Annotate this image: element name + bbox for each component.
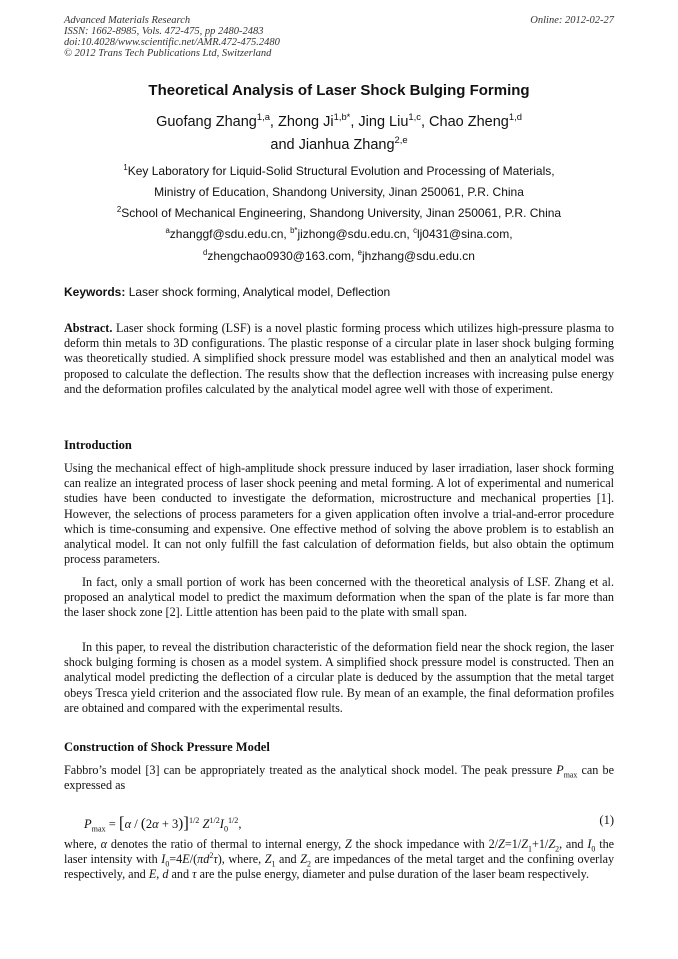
email-sup: c [413,226,417,235]
author-name: Zhong Ji [277,114,334,130]
author-sup: 2,e [394,134,408,146]
v: Z [548,837,556,851]
var: P [556,763,564,777]
v: Z [345,837,352,851]
text: can be expressed as [64,763,615,793]
v: Z [521,837,528,851]
v: α [100,837,108,851]
v: τ [213,852,218,867]
emails-line-1 [0,227,678,241]
abstract [64,321,614,397]
affiliation-1b: Ministry of Education, Shandong University, Jinan 250061, P.R. China [154,185,524,199]
v: πd [197,852,210,867]
abstract-label: Abstract. [64,321,113,335]
t: the shock impedance with 2/ [355,837,499,851]
affiliation-2 [0,206,678,220]
online-date: Online: 2012-02-27 [530,15,614,26]
journal-name: Advanced Materials Research [64,15,191,26]
email: jizhong@sdu.edu.cn, [297,227,410,241]
t: the laser intensity with [64,837,615,867]
eq-sub: 0 [223,824,228,834]
emails-line-2 [0,249,678,263]
t: +1/ [531,837,549,851]
eq-slash: / [131,817,141,831]
affil-sup: 2 [116,205,122,214]
affil-sup: 1 [123,163,128,172]
section2-paragraph-1 [64,763,614,793]
s: 0 [591,844,596,854]
and-text: and [270,137,295,153]
paper-title: Theoretical Analysis of Laser Shock Bulging Forming [148,82,530,99]
intro-paragraph-2: In fact, only a small portion of work has been concerned with the theoretical analysis of LSF. Zhang et al. proposed an analytical model to predict the maximum deformation when the span of the plate is far more than the laser shock zone [2]. Little attention has been paid to the plate with small span. [64,575,614,620]
v: Z [498,837,505,851]
t: the laser beam respectively. [454,867,589,882]
s: 2 [306,859,311,869]
t: , [156,867,160,882]
eq-alpha: α [124,817,132,831]
eq-pow: 1/2 [228,815,239,825]
eq-equals: = [108,817,116,831]
eq-comma: , [238,817,242,831]
t: the confining overlay respectively, and [64,852,615,882]
email: lj0431@sina.com, [416,227,513,241]
eq-alpha: α [152,817,159,831]
t: =1/ [504,837,522,851]
keywords-label: Keywords: [64,285,126,299]
s: 1 [527,844,532,854]
t: and [171,867,190,882]
t: , [559,837,563,851]
text: Fabbro’s model [3] can be appropriately treated as the analytical shock model. The peak pressure [64,763,553,777]
issn: ISSN: 1662-8985, Vols. 472-475, pp 2480-2483 [64,26,264,37]
author-sup: 1,c [408,111,421,123]
s: 2 [209,851,214,861]
intro-paragraph-1: Using the mechanical effect of high-amplitude shock pressure induced by laser irradiation, laser shock forming can realize an integrated process of laser shock peening and metal forming. A lot of experimental and numerical studies have been conducted to investigate the deformation, microstructure and mechanical properties [1]. However, the selections of process parameters for a given application often involve a trial-and-error procedure which is time-consuming and expensive. One effective method of solving the above problem is to establish an analytical model. It can not only fulfill the fast calculation of deformation fields, but also obtain the optimum process parameters. [64,461,614,567]
doi: doi:10.4028/www.scientific.net/AMR.472-475.2480 [64,37,280,48]
abstract-text: Laser shock forming (LSF) is a novel plastic forming process which utilizes high-pressure plasma to deform thin metals to 3D configurations. The plastic response of a circular plate in laser shock bulging forming was theoretically studied. A simplified shock pressure model was established and then an analytical model was proposed to calculate the deflection. The results show that the deflection increases with increasing pulse energy and the deformation profiles calculated by the analytical model agree well with those of experiment. [64,321,614,396]
eq-plus: + 3 [158,817,179,831]
equation-number: (1) [599,813,614,827]
s: 1 [271,859,276,869]
copyright: © 2012 Trans Tech Publications Ltd, Switzerland [64,48,272,59]
intro-paragraph-3: In this paper, to reveal the distribution characteristic of the deformation field near the shock region, the laser shock bulging forming is chosen as a model system. A simplified shock pressure model is constructed. Then an analytical model predicting the deflection of a circular plate is deduced by the assumption that the metal target obeys Tresca yield criterion and the associated flow rule. By mean of an example, the final deformation profiles are obtained and compared with the experimental results. [64,640,614,715]
author-line-1: Guofang Zhang$^{1,a}$, Zhong $Ji^{1,b*}$, Jing Liu$^{1,c}$, Chao Zheng$^{1,d}$ [156,111,522,130]
email-sup: e [357,248,363,257]
email-sup: a [165,226,170,235]
email: zhanggf@sdu.edu.cn, [169,227,287,241]
sub: max [563,770,578,780]
email-sup: d [203,248,208,257]
author-name: Jianhua Zhang [298,137,395,153]
affil-text: Key Laboratory for Liquid-Solid Structural Evolution and Processing of Materials, [127,164,555,178]
author-name: Guofang Zhang [156,114,257,130]
section-heading-shock-pressure: Construction of Shock Pressure Model [64,740,270,754]
introduction-heading: Introduction [64,438,132,452]
s: 2 [555,844,560,854]
author-sup: 1,b* [333,111,351,123]
t: =4 [169,852,183,867]
author-line-2 [0,134,678,153]
journal-header [64,15,280,59]
v: Z [264,852,272,867]
t: where, [64,837,97,851]
v: E [148,867,157,882]
t: and [279,852,297,867]
v: τ [192,867,197,882]
affiliation-1a [0,164,678,178]
author-name: Chao Zheng [429,114,509,130]
email: zhengchao0930@163.com, [207,249,355,263]
s: 0 [165,859,170,869]
eq-pow: 1/2 [188,815,200,825]
v: I [587,837,592,851]
v: d [162,867,169,882]
eq-i: I [219,817,224,831]
t: are impedances of the metal target and [314,852,506,867]
email: jhzhang@sdu.edu.cn [362,249,475,263]
v: I [161,852,166,867]
v: Z [300,852,307,867]
keywords [64,285,390,299]
keywords-text: Laser shock forming, Analytical model, Deflection [128,285,391,299]
email-sup: b* [290,226,298,235]
author-name: Jing Liu [358,114,409,130]
section2-paragraph-2 [64,837,614,883]
eq-sub: max [91,824,106,834]
t: are the pulse energy, diameter and pulse duration of [199,867,452,882]
affil-text: School of Mechanical Engineering, Shandong University, Jinan 250061, P.R. China [121,206,562,220]
author-sup: 1,d [508,111,522,123]
author-sup: 1,a [256,111,270,123]
t: /( [189,852,198,867]
t: denotes the ratio of thermal to internal energy, [110,837,342,851]
eq-p: P [84,817,92,831]
eq-two: 2 [145,817,153,831]
eq-pow: 1/2 [209,815,220,825]
equation-1: $P_{max} = [\alpha / (2\alpha + 3)]^{1/2}$ $Z^{1/2}I_0^{1/2}$, (1) [84,813,614,834]
eq-z: Z [202,817,210,831]
t: ), where, [217,852,262,867]
t: and [565,837,584,851]
v: E [182,852,190,867]
